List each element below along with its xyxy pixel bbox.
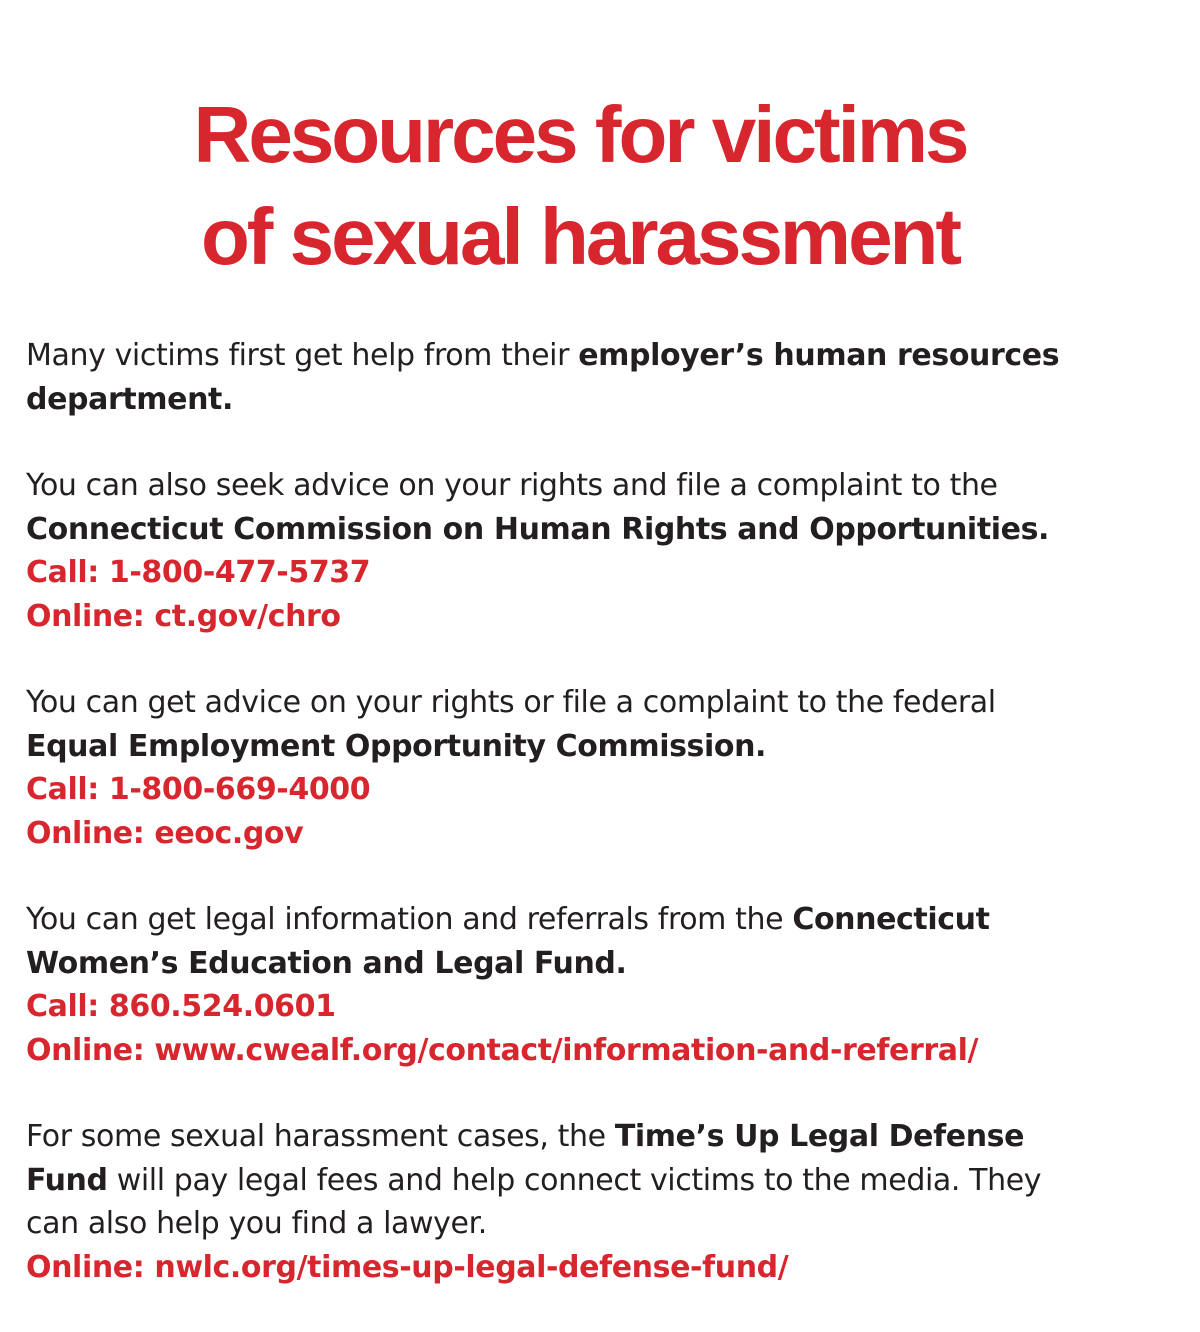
phone-link[interactable]: Call: 860.524.0601 (26, 989, 336, 1024)
body-text: You can also seek advice on your rights and file a complaint to the (26, 468, 998, 503)
section-eeoc (26, 681, 1176, 855)
organization-name: Women’s Education and Legal Fund. (26, 945, 627, 981)
body-text: You can get advice on your rights or file a complaint to the federal (26, 685, 996, 720)
website-link[interactable]: Online: www.cwealf.org/contact/information-and-referral/ (26, 1032, 979, 1068)
body-text: Many victims first get help from their (26, 338, 579, 373)
organization-name: Fund (26, 1162, 108, 1198)
phone-link[interactable]: Call: 1-800-669-4000 (26, 772, 371, 807)
section-cwealf (26, 898, 1176, 1072)
organization-name: Equal Employment Opportunity Commission. (26, 728, 767, 764)
organization-name: Connecticut Commission on Human Rights and Opportunities. (26, 511, 1050, 547)
body-text: will pay legal fees and help connect victims to the media. They (107, 1162, 1042, 1198)
title-line-2: of sexual harassment (200, 192, 960, 281)
phone-link[interactable]: Call: 1-800-477-5737 (26, 555, 371, 590)
section-hr (26, 334, 1176, 421)
body-text: For some sexual harassment cases, the (26, 1119, 615, 1154)
body-text: You can get legal information and referrals from the (26, 902, 793, 937)
emphasis-text: employer’s human resources (578, 338, 1060, 373)
section-timesup (26, 1115, 1176, 1289)
website-link[interactable]: Online: ct.gov/chro (26, 598, 341, 634)
paragraph-line (26, 898, 1176, 942)
body-text: can also help you find a lawyer. (26, 1206, 487, 1241)
resource-list (26, 334, 1176, 1332)
organization-name: Connecticut (792, 902, 990, 937)
paragraph-line (26, 334, 1176, 378)
emphasis-text: department. (26, 381, 233, 417)
title-line-1: Resources for victims (193, 90, 967, 179)
section-chro (26, 464, 1176, 638)
organization-name: Time’s Up Legal Defense (614, 1119, 1025, 1154)
paragraph-line (26, 1115, 1176, 1159)
paragraph-line (26, 1159, 1176, 1203)
website-link[interactable]: Online: eeoc.gov (26, 815, 304, 851)
page-title (0, 84, 1160, 288)
website-link[interactable]: Online: nwlc.org/times-up-legal-defense-fund/ (26, 1249, 789, 1285)
